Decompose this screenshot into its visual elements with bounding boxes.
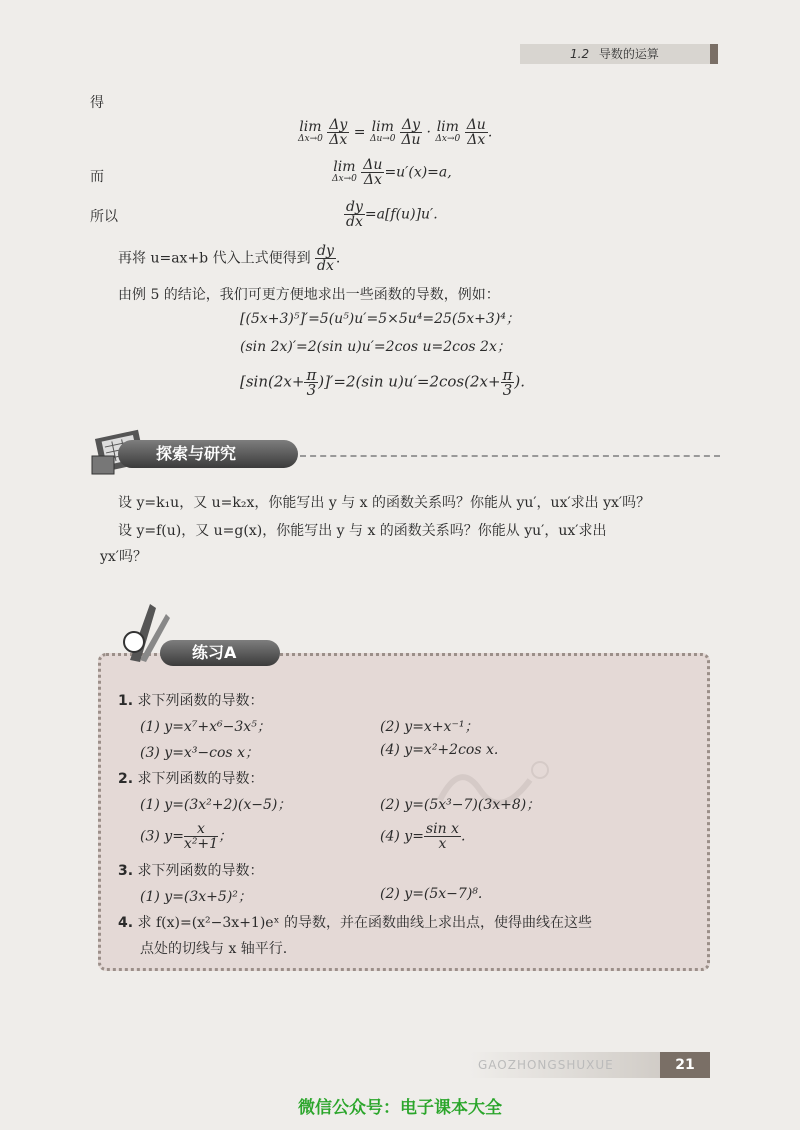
practice-question-2: 2. 求下列函数的导数： xyxy=(118,771,264,787)
fraction: $\frac{\text{sin x}}{x}$ xyxy=(425,821,459,852)
limit-du: lim Δu→0 xyxy=(369,118,396,144)
label-de: 得 xyxy=(90,95,104,111)
example-3: [sin(2x+ $\frac{\pi}{3}$ )]′=2(sin u)u′=2cos(2x+ $\frac{\pi}{3}$ ). xyxy=(240,366,526,399)
explore-question-1: 设 y=k₁u，又 u=k₂x，你能写出 y 与 x 的函数关系吗？你能从 yu′，ux′求出 yx′吗？ xyxy=(118,495,651,511)
section-title: 导数的运算 xyxy=(598,47,659,61)
q2-part-2: (2) y=(5x³−7)(3x+8)； xyxy=(380,797,541,813)
label-suoyi: 所以 xyxy=(90,209,118,225)
q1-part-1: (1) y=x⁷+x⁶−3x⁵； xyxy=(140,719,271,735)
practice-question-4: 4. 求 f(x)=(x²−3x+1)eˣ 的导数，并在函数曲线上求出点，使得曲线在这些 xyxy=(118,915,592,931)
fraction: $\frac{\Delta y}{\Delta x}$ xyxy=(329,117,348,148)
fraction: $\frac{\Delta u}{\Delta x}$ xyxy=(363,157,383,188)
limit-dx: lim Δx→0 xyxy=(435,118,461,144)
fraction: $\frac{\pi}{3}$ xyxy=(502,366,513,399)
examples-intro: 由例 5 的结论，我们可更方便地求出一些函数的导数，例如： xyxy=(118,287,500,303)
fraction: $\frac{x}{\text{x²+1}}$ xyxy=(183,821,219,852)
practice-question-1: 1. 求下列函数的导数： xyxy=(118,693,264,709)
divider xyxy=(300,455,720,457)
example-1: [(5x+3)⁵]′=5(u⁵)u′=5×5u⁴=25(5x+3)⁴； xyxy=(240,311,520,327)
fraction: $\frac{dy}{dx}$ xyxy=(317,243,334,274)
q2-part-1: (1) y=(3x²+2)(x−5)； xyxy=(140,797,292,813)
limit-dx: lim Δx→0 xyxy=(332,158,357,184)
q1-part-3: (3) y=x³−cos x； xyxy=(140,745,259,761)
q2-part-4: (4) y= $\frac{\text{sin x}}{x}$ . xyxy=(380,821,466,852)
q3-part-2: (2) y=(5x−7)⁸. xyxy=(380,886,483,902)
wechat-notice: 微信公众号：电子课本大全 xyxy=(298,1098,502,1118)
q2-part-3: (3) y= $\frac{x}{\text{x²+1}}$ ； xyxy=(140,821,233,852)
section-number: 1.2 xyxy=(570,47,590,61)
practice-question-4-cont: 点处的切线与 x 轴平行. xyxy=(140,941,288,957)
limit-dx: lim Δx→0 xyxy=(298,118,323,144)
fraction: $\frac{dy}{dx}$ xyxy=(346,199,363,230)
fraction: $\frac{\pi}{3}$ xyxy=(306,366,317,399)
explore-title: 探索与研究 xyxy=(156,444,237,463)
equation-3: $\frac{dy}{dx}$ =a[f(u)]u′. xyxy=(346,199,438,230)
equation-1: lim Δx→0 $\frac{\Delta y}{\Delta x}$ = lim Δu→0 $\frac{\Delta y}{\Delta u}$ · lim Δx→0 $\frac{\Delta u}{\Delta x}$ . xyxy=(298,117,493,148)
q1-part-4: (4) y=x²+2cos x. xyxy=(380,742,499,758)
practice-title: 练习A xyxy=(192,643,237,662)
equation-2: lim Δx→0 $\frac{\Delta u}{\Delta x}$ =u′(x)=a, xyxy=(332,157,452,188)
explore-question-2-cont: yx′吗？ xyxy=(100,549,147,565)
page-number: 21 xyxy=(660,1052,710,1078)
fraction: $\frac{\Delta u}{\Delta x}$ xyxy=(466,117,486,148)
running-header xyxy=(570,44,659,64)
fraction: $\frac{\Delta y}{\Delta u}$ xyxy=(401,117,421,148)
label-er: 而 xyxy=(90,169,104,185)
substitution-line: 再将 u=ax+b 代入上式便得到 $\frac{dy}{dx}$ . xyxy=(118,243,341,274)
q1-part-2: (2) y=x+x⁻¹； xyxy=(380,719,479,735)
example-2: (sin 2x)′=2(sin u)u′=2cos u=2cos 2x； xyxy=(240,339,511,355)
q3-part-1: (1) y=(3x+5)²； xyxy=(140,889,252,905)
footer-brand: GAOZHONGSHUXUE xyxy=(478,1058,614,1072)
explore-question-2: 设 y=f(u)，又 u=g(x)，你能写出 y 与 x 的函数关系吗？你能从 yu′，ux′求出 xyxy=(118,523,607,539)
practice-question-3: 3. 求下列函数的导数： xyxy=(118,863,264,879)
